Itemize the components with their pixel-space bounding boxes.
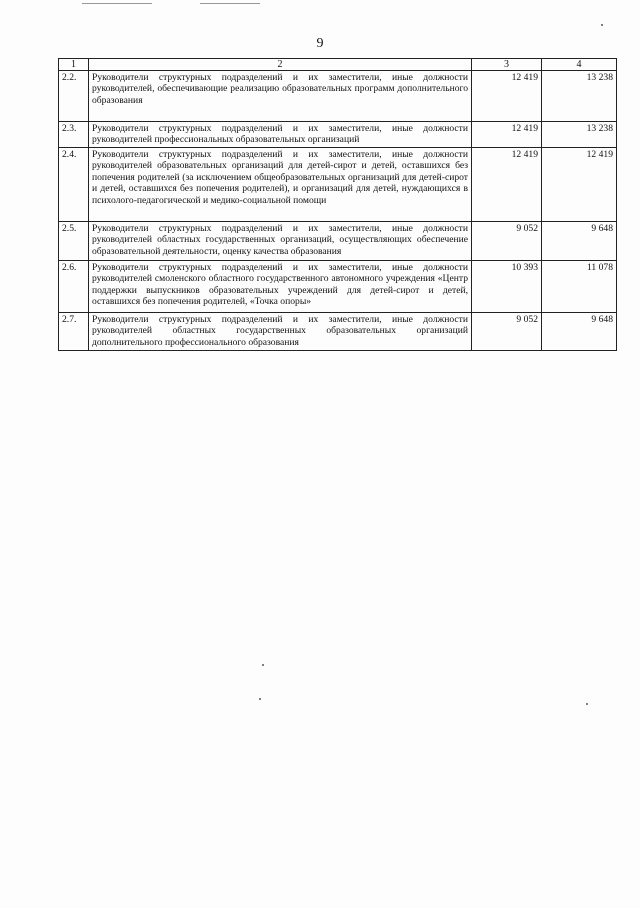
row-value-col3: 9 052 — [472, 313, 542, 351]
row-value-col4: 9 648 — [542, 313, 617, 351]
scan-speck — [259, 698, 261, 700]
header-cell-2: 2 — [89, 59, 472, 71]
table-row — [59, 261, 617, 313]
row-value-col4: 13 238 — [542, 122, 617, 148]
row-number: 2.5. — [59, 222, 89, 261]
row-value-col3: 9 052 — [472, 222, 542, 261]
row-value-col3: 12 419 — [472, 148, 542, 222]
scan-speck — [262, 664, 264, 666]
row-value-col4: 11 078 — [542, 261, 617, 313]
row-number: 2.2. — [59, 71, 89, 122]
row-value-col4: 12 419 — [542, 148, 617, 222]
scan-speck — [601, 24, 603, 26]
scan-speck — [586, 703, 588, 705]
table-row — [59, 313, 617, 351]
row-number: 2.3. — [59, 122, 89, 148]
header-cell-4: 4 — [542, 59, 617, 71]
table-header-row — [59, 59, 617, 71]
row-description: Руководители структурных подразделений и их заместители, иные должности руководителей профессиональных образовательных организаций — [89, 122, 472, 148]
row-number: 2.6. — [59, 261, 89, 313]
table-row — [59, 122, 617, 148]
page-number: 9 — [316, 36, 324, 51]
row-value-col3: 12 419 — [472, 122, 542, 148]
table-row — [59, 148, 617, 222]
row-description: Руководители структурных подразделений и их заместители, иные должности руководителей образовательных организаций для детей-сирот и детей, оставшихся без попечения родителей (за исключением общеобразовательных организаций для детей-сирот и детей, оставшихся без попечения родителей), и организаций для детей, нуждающихся в психолого-педагогической и медико-социальной помощи — [89, 148, 472, 222]
row-value-col3: 12 419 — [472, 71, 542, 122]
table-row — [59, 71, 617, 122]
salary-table — [58, 58, 617, 351]
row-number: 2.7. — [59, 313, 89, 351]
table-row — [59, 222, 617, 261]
row-value-col4: 13 238 — [542, 71, 617, 122]
header-cell-1: 1 — [59, 59, 89, 71]
header-cell-3: 3 — [472, 59, 542, 71]
scan-artifact-line — [82, 3, 152, 4]
row-description: Руководители структурных подразделений и их заместители, иные должности руководителей областных государственных образовательных организаций дополнительного профессионального образования — [89, 313, 472, 351]
row-description: Руководители структурных подразделений и их заместители, иные должности руководителей областных государственных организаций, осуществляющих обеспечение образовательной деятельности, оценку качества образования — [89, 222, 472, 261]
row-description: Руководители структурных подразделений и их заместители, иные должности руководителей смоленского областного государственного автономного учреждения «Центр поддержки выпускников образовательных учреждений для детей-сирот и детей, оставшихся без попечения родителей, «Точка опоры» — [89, 261, 472, 313]
row-number: 2.4. — [59, 148, 89, 222]
row-description: Руководители структурных подразделений и их заместители, иные должности руководителей, обеспечивающие реализацию образовательных программ дополнительного образования — [89, 71, 472, 122]
scan-artifact-line — [200, 3, 260, 4]
row-value-col4: 9 648 — [542, 222, 617, 261]
row-value-col3: 10 393 — [472, 261, 542, 313]
